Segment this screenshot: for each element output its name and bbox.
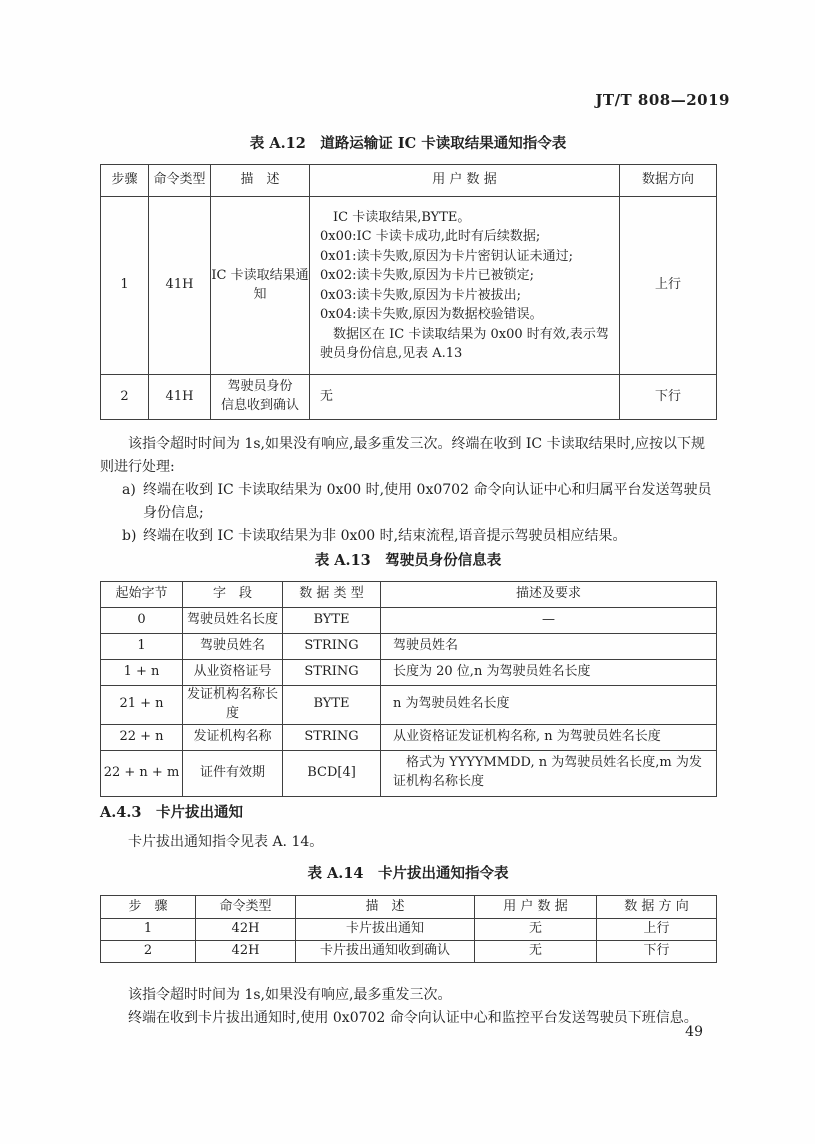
a14-cell: 1: [101, 919, 196, 941]
table-a14: [100, 895, 717, 963]
table-a14-header-row: [101, 896, 717, 919]
list-label: b): [122, 528, 137, 544]
a14-header-step: 步 骤: [101, 896, 196, 919]
a12-r1-user-data-text: IC 卡读取结果,BYTE。 0x00:IC 卡读卡成功,此时有后续数据; 0x01:读卡失败,原因为卡片密钥认证未通过; 0x02:读卡失败,原因为卡片已被锁定; 0x03:读卡失败,原因为卡片被拔出; 0x04:读卡失败,原因为数据校验错误。 数据区在 IC 卡读取结果为 0x00 时有效,表示驾驶员身份信息,见表 A.13: [320, 209, 609, 361]
a13-cell: BYTE: [283, 686, 381, 725]
a12-following-text: [100, 433, 716, 548]
a12-r1-direction: 上行: [620, 197, 717, 375]
a13-cell: 0: [101, 608, 183, 634]
a14-cell: 无: [475, 941, 597, 963]
a13-header-data-type: 数 据 类 型: [283, 582, 381, 608]
a13-cell: 22 + n + m: [101, 750, 183, 796]
a14-cell: 无: [475, 919, 597, 941]
a14-header-user-data: 用 户 数 据: [475, 896, 597, 919]
a12-r2-desc: 驾驶员身份 信息收到确认: [211, 375, 310, 420]
table-a12-title: 表 A.12 道路运输证 IC 卡读取结果通知指令表: [249, 135, 567, 152]
a13-cell: STRING: [283, 634, 381, 660]
a13-cell: 从业资格证号: [183, 660, 283, 686]
a13-header-field: 字 段: [183, 582, 283, 608]
a12-r2-user-data: 无: [310, 375, 620, 420]
a13-cell: 证件有效期: [183, 750, 283, 796]
table-a14-title: 表 A.14 卡片拔出通知指令表: [307, 865, 509, 882]
a12-header-cmd-type: 命令类型: [149, 165, 211, 197]
list-text: 终端在收到 IC 卡读取结果为非 0x00 时,结束流程,语音提示驾驶员相应结果。: [143, 528, 627, 544]
table-row: [101, 724, 717, 750]
a13-cell: 发证机构名称长度: [183, 686, 283, 725]
a12-header-desc: 描 述: [211, 165, 310, 197]
paragraph: 该指令超时时间为 1s,如果没有响应,最多重发三次。: [128, 987, 452, 1003]
a12-r1-step: 1: [101, 197, 149, 375]
a14-cell: 2: [101, 941, 196, 963]
a12-r2-step: 2: [101, 375, 149, 420]
a13-cell: 驾驶员姓名: [381, 634, 717, 660]
a13-cell: STRING: [283, 724, 381, 750]
page-number: 49: [685, 1024, 703, 1040]
table-row: [101, 634, 717, 660]
a12-r1-desc: IC 卡读取结果通知: [211, 197, 310, 375]
a12-r1-cmd-type: 41H: [149, 197, 211, 375]
list-text: 终端在收到 IC 卡读取结果为 0x00 时,使用 0x0702 命令向认证中心和归属平台发送驾驶员身份信息;: [143, 482, 712, 521]
a13-cell: 1 + n: [101, 660, 183, 686]
a13-cell: 1: [101, 634, 183, 660]
a13-cell: 驾驶员姓名长度: [183, 608, 283, 634]
a14-cell: 42H: [196, 919, 296, 941]
a13-cell: STRING: [283, 660, 381, 686]
a13-cell: 长度为 20 位,n 为驾驶员姓名长度: [381, 660, 717, 686]
a13-header-desc: 描述及要求: [381, 582, 717, 608]
a14-header-direction: 数 据 方 向: [597, 896, 717, 919]
section-a43-intro: 卡片拔出通知指令见表 A. 14。: [128, 834, 324, 850]
a13-cell: n 为驾驶员姓名长度: [381, 686, 717, 725]
table-a13-header-row: [101, 582, 717, 608]
section-heading-a43: A.4.3 卡片拔出通知: [100, 804, 244, 821]
a13-cell: 格式为 YYYYMMDD, n 为驾驶员姓名长度,m 为发证机构名称长度: [381, 750, 717, 796]
a14-header-cmd-type: 命令类型: [196, 896, 296, 919]
table-row: [101, 686, 717, 725]
list-item-b: [100, 525, 716, 548]
a13-cell: 发证机构名称: [183, 724, 283, 750]
a12-header-step: 步骤: [101, 165, 149, 197]
list-item-a: [100, 479, 716, 525]
paragraph: 终端在收到卡片拔出通知时,使用 0x0702 命令向认证中心和监控平台发送驾驶员下班信息。: [128, 1010, 698, 1026]
list-label: a): [122, 482, 136, 498]
a12-r1-user-data: [310, 197, 620, 375]
a12-r2-cmd-type: 41H: [149, 375, 211, 420]
a13-cell: BCD[4]: [283, 750, 381, 796]
table-row: [101, 919, 717, 941]
a14-cell: 卡片拔出通知收到确认: [296, 941, 475, 963]
table-row: [101, 608, 717, 634]
table-a13-title: 表 A.13 驾驶员身份信息表: [314, 552, 502, 569]
a13-cell: —: [381, 608, 717, 634]
a12-r2-direction: 下行: [620, 375, 717, 420]
a13-cell: BYTE: [283, 608, 381, 634]
a14-following-text: [100, 984, 716, 1030]
a14-cell: 卡片拔出通知: [296, 919, 475, 941]
a12-header-direction: 数据方向: [620, 165, 717, 197]
table-a12: [100, 164, 717, 420]
table-row: [101, 197, 717, 375]
a14-cell: 上行: [597, 919, 717, 941]
a14-cell: 下行: [597, 941, 717, 963]
table-row: [101, 941, 717, 963]
a13-header-start-byte: 起始字节: [101, 582, 183, 608]
table-a12-header-row: [101, 165, 717, 197]
paragraph: 该指令超时时间为 1s,如果没有响应,最多重发三次。终端在收到 IC 卡读取结果时,应按以下规则进行处理:: [100, 436, 706, 475]
a12-header-user-data: 用 户 数 据: [310, 165, 620, 197]
table-row: [101, 375, 717, 420]
a13-cell: 从业资格证发证机构名称, n 为驾驶员姓名长度: [381, 724, 717, 750]
standard-number: JT/T 808—2019: [595, 91, 730, 109]
a13-cell: 21 + n: [101, 686, 183, 725]
a14-cell: 42H: [196, 941, 296, 963]
table-row: [101, 750, 717, 796]
a14-header-desc: 描 述: [296, 896, 475, 919]
a13-cell: 驾驶员姓名: [183, 634, 283, 660]
a13-cell: 22 + n: [101, 724, 183, 750]
table-a13: [100, 581, 717, 797]
table-row: [101, 660, 717, 686]
